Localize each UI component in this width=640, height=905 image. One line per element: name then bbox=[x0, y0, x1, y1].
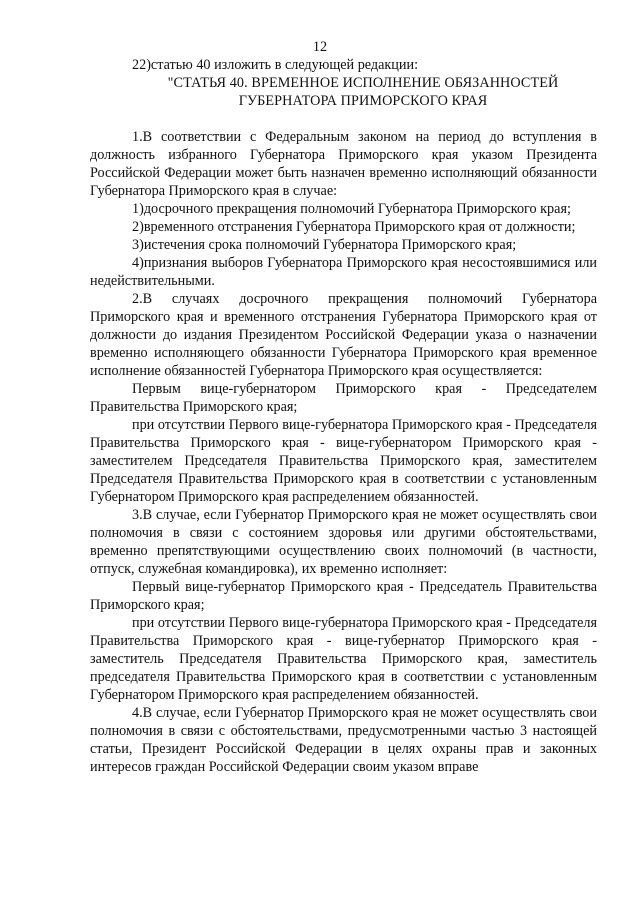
paragraph-part-4: 4.В случае, если Губернатор Приморского края не может осуществлять свои полномочия в связи с обстоятельствами, предусмотренными частью 3 настоящей статьи, Президент Российской Федерации в целях охраны прав и законных интересов граждан Российской Федерации своим указом вправе bbox=[90, 705, 597, 775]
paragraph-absence-clause-2: при отсутствии Первого вице-губернатора Приморского края - Председателя Правительства Приморского края - вице-губернатор Приморского края - заместитель Председателя Правительства Приморского края, заместитель председателя Правительства Приморского края в соответствии с установленным Губернатором Приморского края распределением обязанностей. bbox=[90, 615, 597, 703]
list-item-1: 1)досрочного прекращения полномочий Губернатора Приморского края; bbox=[132, 201, 571, 217]
list-item-4: 4)признания выборов Губернатора Приморского края несостоявшимися или недействительными. bbox=[90, 255, 597, 289]
amendment-intro-line: 22)статью 40 изложить в следующей редакции: bbox=[132, 57, 419, 73]
paragraph-part-1: 1.В соответствии с Федеральным законом на период до вступления в должность избранного Губернатора Приморского края указом Президента Российской Федерации может быть назначен временно исполняющий обязанности Губернатора Приморского края в случае: bbox=[90, 129, 597, 199]
article-heading-line-2: ГУБЕРНАТОРА ПРИМОРСКОГО КРАЯ bbox=[238, 93, 488, 109]
paragraph-part-3: 3.В случае, если Губернатор Приморского края не может осуществлять свои полномочия в связи с состоянием здоровья или другими обстоятельствами, временно препятствующими осуществлению своих полномочий (в частности, отпуск, служебная командировка), их временно исполняет: bbox=[90, 507, 597, 577]
page-number: 12 bbox=[312, 39, 328, 55]
list-item-3: 3)истечения срока полномочий Губернатора Приморского края; bbox=[132, 237, 517, 253]
paragraph-absence-clause: при отсутствии Первого вице-губернатора Приморского края - Председателя Правительства Приморского края - вице-губернатором Приморского края - заместителем Председателя Правительства Приморского края, заместителем Председателя Правительства Приморского края в соответствии с установленным Губернатором Приморского края распределением обязанностей. bbox=[90, 417, 597, 505]
article-heading bbox=[90, 74, 636, 110]
article-heading-line-1: "СТАТЬЯ 40. ВРЕМЕННОЕ ИСПОЛНЕНИЕ ОБЯЗАННОСТЕЙ bbox=[167, 75, 559, 91]
paragraph-first-vice-governor: Первым вице-губернатором Приморского края - Председателем Правительства Приморского края; bbox=[90, 381, 597, 415]
article-body bbox=[90, 128, 597, 776]
paragraph-first-vice-governor-2: Первый вице-губернатор Приморского края - Председатель Правительства Приморского края; bbox=[90, 579, 597, 613]
paragraph-part-2: 2.В случаях досрочного прекращения полномочий Губернатора Приморского края и временного отстранения Губернатора Приморского края от должности до издания Президентом Российской Федерации указа о назначении временно исполняющего обязанности Губернатора Приморского края временное исполнение обязанностей Губернатора Приморского края осуществляется: bbox=[90, 291, 597, 379]
list-item-2: 2)временного отстранения Губернатора Приморского края от должности; bbox=[132, 219, 576, 235]
